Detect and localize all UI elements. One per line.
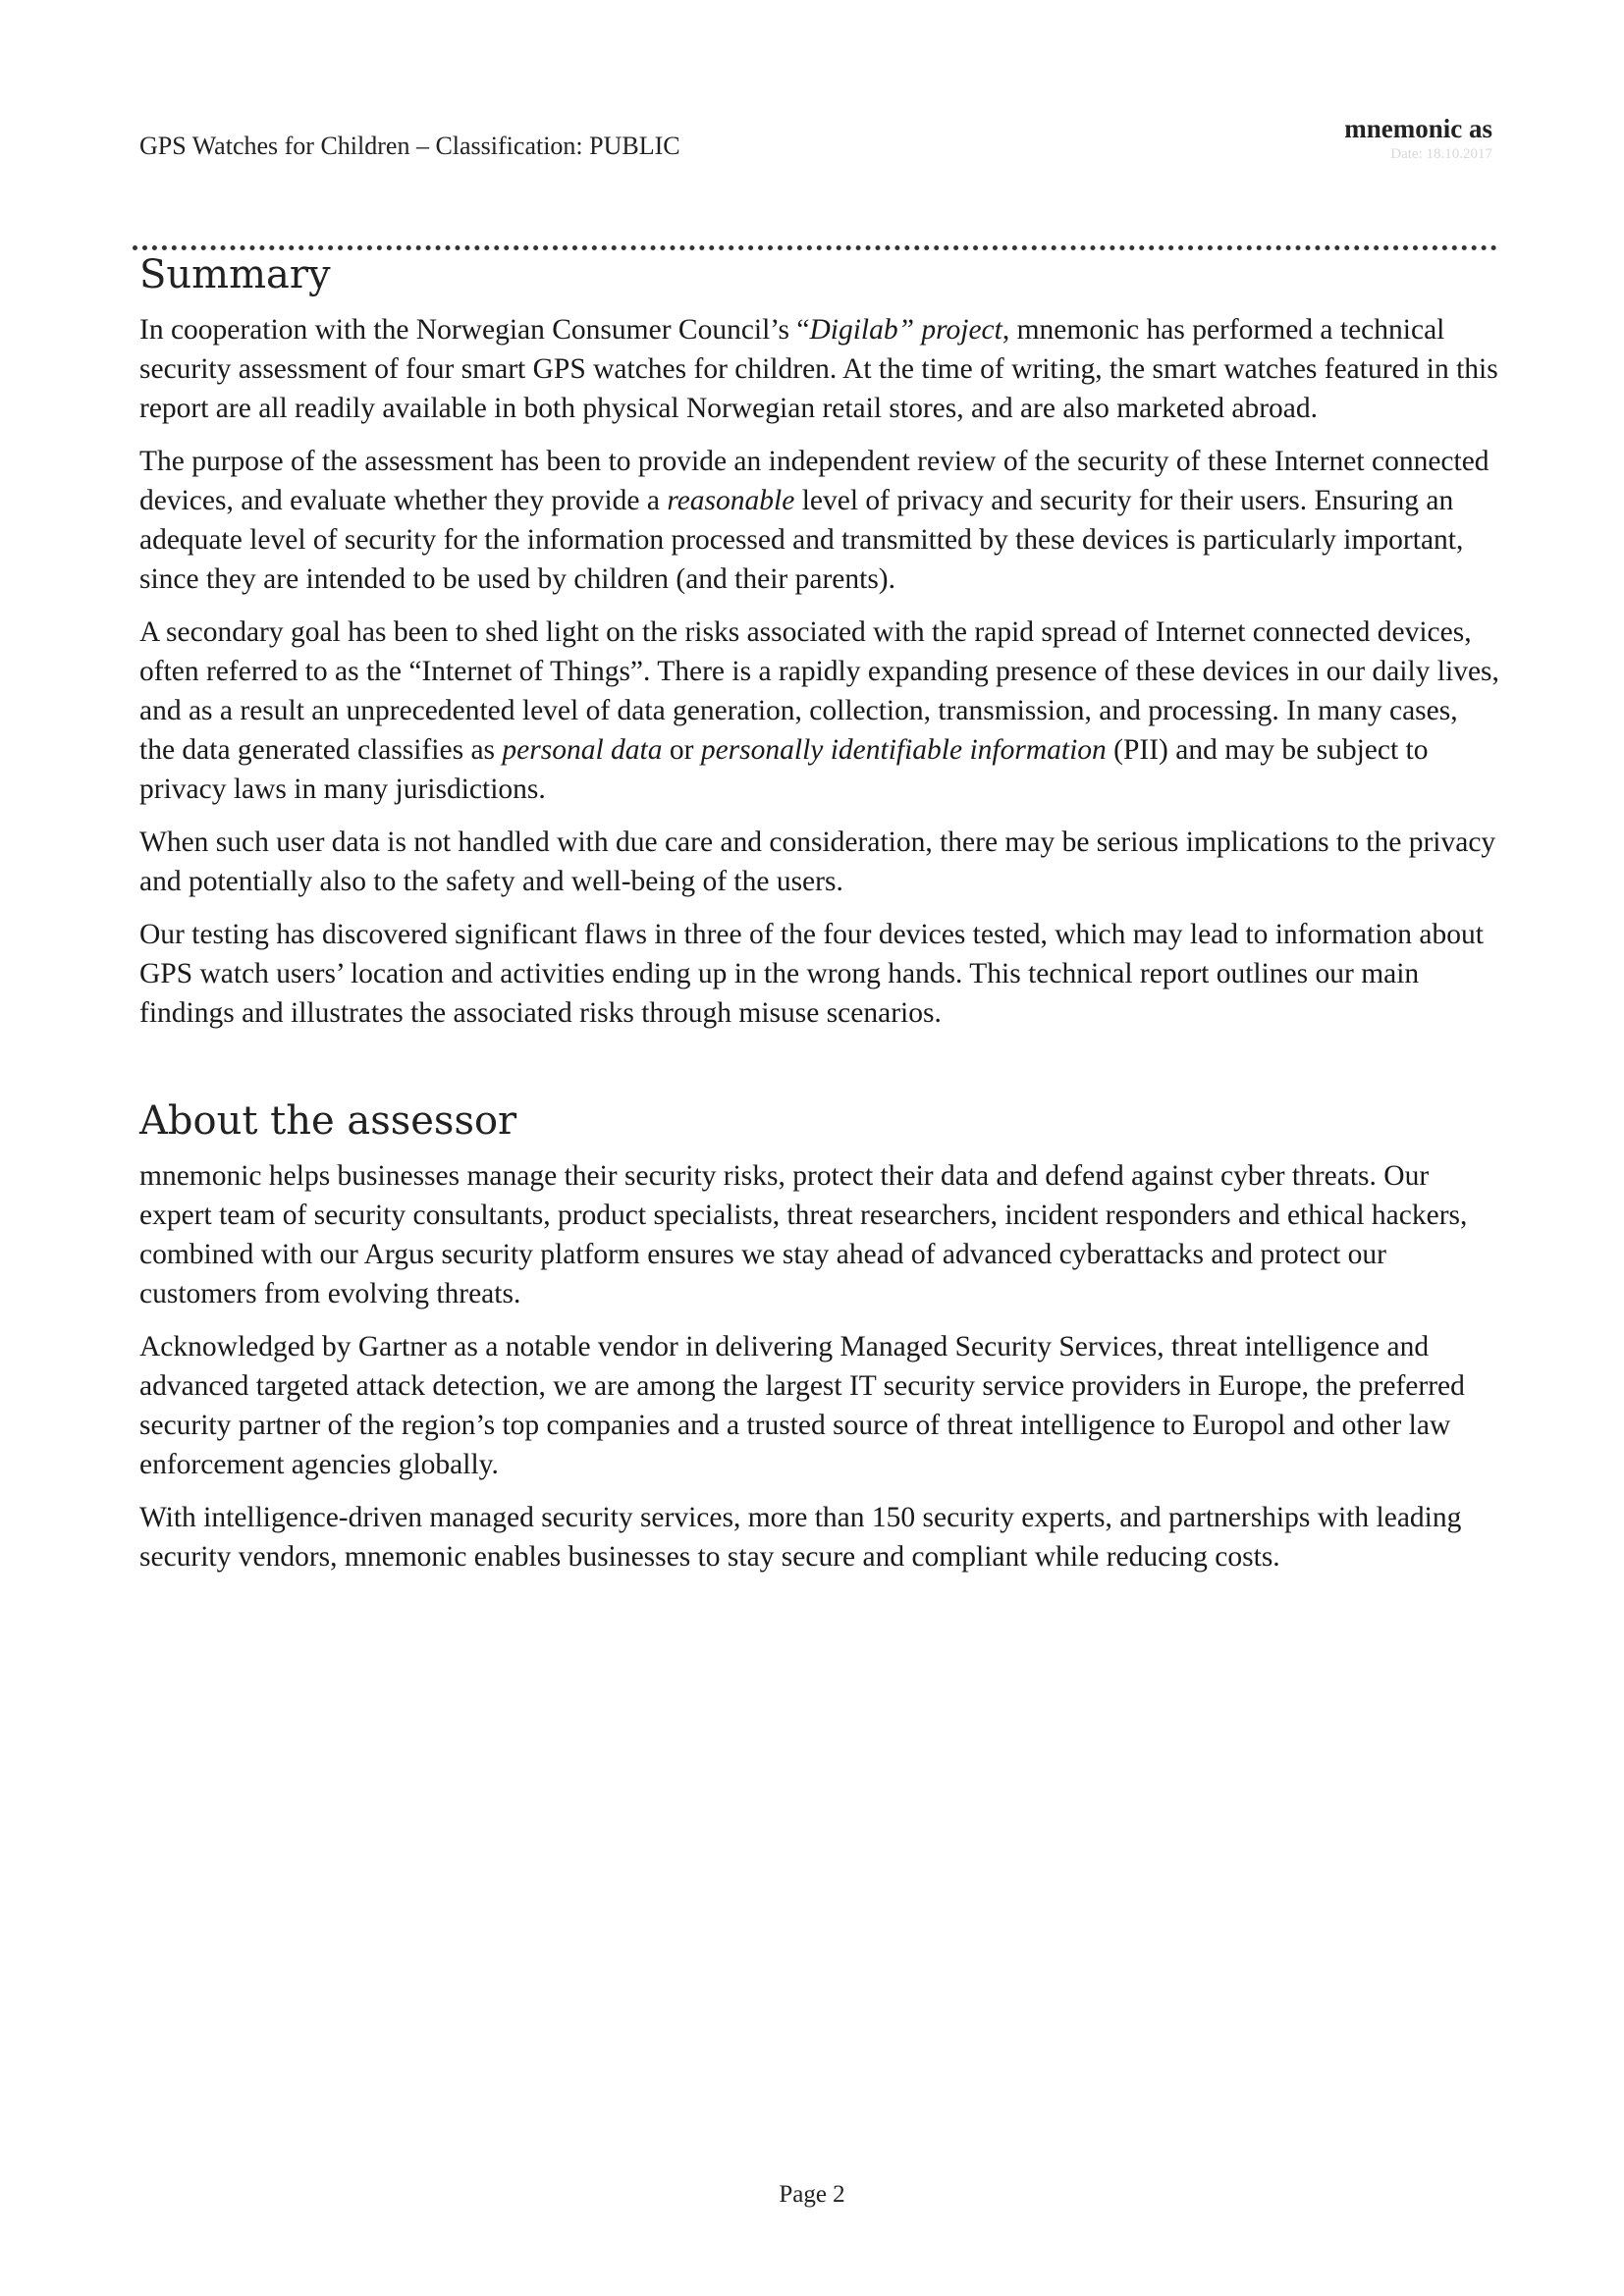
summary-p1-emphasis: Digilab” project <box>809 314 1002 346</box>
summary-p3-text-e: (PII) and may be subject to privacy laws in many jurisdictions. <box>139 734 1429 805</box>
summary-paragraph-3 <box>139 613 1499 809</box>
summary-paragraph-2 <box>139 442 1499 599</box>
summary-p1-text-c: , mnemonic has performed a technical security assessment of four smart GPS watches for children. At the time of writing, the smart watches featured in this report are all readily available in both physical Norwegian retail stores, and are also marketed abroad. <box>139 314 1498 424</box>
summary-p2-emphasis: reasonable <box>667 485 795 516</box>
summary-p3-text-c: or <box>662 734 701 766</box>
summary-heading: Summary <box>139 252 331 297</box>
summary-paragraph-1 <box>139 310 1499 428</box>
header-divider <box>133 245 1497 250</box>
about-paragraph-3: With intelligence-driven managed security services, more than 150 security experts, and partnerships with leading security vendors, mnemonic enables businesses to stay secure and compliant while reducing costs. <box>139 1502 1462 1573</box>
summary-p2-text-a: The purpose of the assessment has been to provide an independent review of the security of these Internet connected devices, and evaluate whether they provide a <box>139 446 1489 516</box>
summary-paragraph-5: Our testing has discovered significant flaws in three of the four devices tested, which may lead to information about GPS watch users’ location and activities ending up in the wrong hands. This technical report outlines our main findings and illustrates the associated risks through misuse scenarios. <box>139 919 1484 1029</box>
summary-p2-text-c: level of privacy and security for their users. Ensuring an adequate level of security for the information processed and transmitted by these devices is particularly important, since they are intended to be used by children (and their parents). <box>139 485 1464 595</box>
summary-p1-text-a: In cooperation with the Norwegian Consumer Council’s “ <box>139 314 810 346</box>
about-paragraph-2: Acknowledged by Gartner as a notable vendor in delivering Managed Security Services, threat intelligence and advanced targeted attack detection, we are among the largest IT security service providers in Europe, the preferred security partner of the region’s top companies and a trusted source of threat intelligence to Europol and other law enforcement agencies globally. <box>139 1331 1465 1480</box>
header-company: mnemonic as <box>1344 114 1492 143</box>
summary-paragraph-4: When such user data is not handled with due care and consideration, there may be serious implications to the privacy and potentially also to the safety and well-being of the users. <box>139 827 1496 897</box>
header-title: GPS Watches for Children – Classification: PUBLIC <box>139 132 680 160</box>
about-paragraph-1: mnemonic helps businesses manage their security risks, protect their data and defend against cyber threats. Our expert team of security consultants, product specialists, threat researchers, incident responders and ethical hackers, combined with our Argus security platform ensures we stay ahead of advanced cyberattacks and protect our customers from evolving threats. <box>139 1160 1468 1309</box>
header-date: Date: 18.10.2017 <box>1390 146 1492 162</box>
summary-p3-text-a: A secondary goal has been to shed light on the risks associated with the rapid spread of Internet connected devices, often referred to as the “Internet of Things”. There is a rapidly expanding presence of these devices in our daily lives, and as a result an unprecedented level of data generation, collection, transmission, and processing. In many cases, the data generated classifies as <box>139 616 1499 766</box>
page-number: Page 2 <box>779 2181 845 2208</box>
page-content <box>139 251 1499 1590</box>
summary-p3-emphasis-2: personally identifiable information <box>700 734 1107 766</box>
about-heading: About the assessor <box>139 1098 517 1144</box>
header-right <box>1344 114 1492 163</box>
summary-p3-emphasis-1: personal data <box>502 734 663 766</box>
